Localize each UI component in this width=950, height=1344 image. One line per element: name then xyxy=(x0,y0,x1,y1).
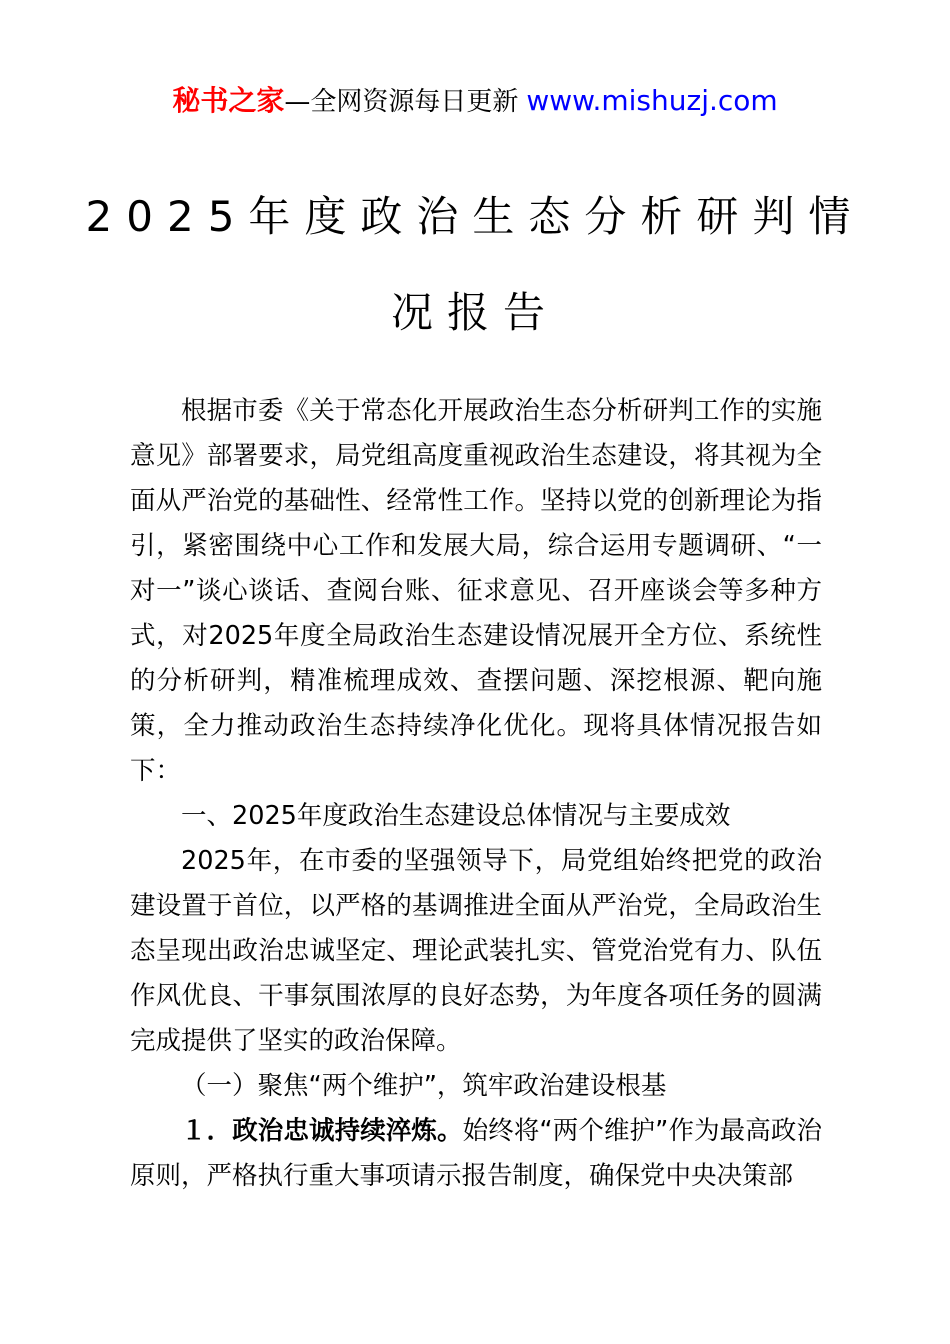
site-tagline: —全网资源每日更新 xyxy=(284,87,519,117)
section-heading: （一）聚焦“两个维护”，筑牢政治建设根基 xyxy=(181,1071,667,1101)
document-body xyxy=(130,389,822,1199)
body-paragraph: 根据市委《关于常态化开展政治生态分析研判工作的实施意见》部署要求，局党组高度重视政治生态建设，将其视为全面从严治党的基础性、经常性工作。坚持以党的创新理论为指引，紧密围绕中心工作和发展大局，综合运用专题调研、“一对一”谈心谈话、查阅台账、征求意见、召开座谈会等多种方式，对2025年度全局政治生态建设情况展开全方位、系统性的分析研判，精准梳理成效、查摆问题、深挖根源、靶向施策，全力推动政治生态持续净化优化。现将具体情况报告如下： xyxy=(130,396,822,786)
document-title xyxy=(0,169,950,361)
paragraph-bold-lead: １．政治忠诚持续淬炼。 xyxy=(181,1116,463,1146)
site-brand: 秘书之家 xyxy=(172,84,285,117)
document-title-line-1: 2025年度政治生态分析研判情 xyxy=(85,192,865,241)
site-header xyxy=(0,84,950,119)
body-paragraph: １．政治忠诚持续淬炼。始终将“两个维护”作为最高政治原则，严格执行重大事项请示报告制度，确保党中央决策部 xyxy=(130,1116,822,1191)
body-paragraph: 2025年，在市委的坚强领导下，局党组始终把党的政治建设置于首位，以严格的基调推进全面从严治党，全局政治生态呈现出政治忠诚坚定、理论武装扎实、管党治党有力、队伍作风优良、干事氛围浓厚的良好态势，为年度各项任务的圆满完成提供了坚实的政治保障。 xyxy=(130,846,822,1056)
section-heading: 一、2025年度政治生态建设总体情况与主要成效 xyxy=(181,801,731,831)
site-url-link[interactable]: www.mishuzj.com xyxy=(526,84,778,117)
document-title-line-2: 况报告 xyxy=(390,288,559,337)
